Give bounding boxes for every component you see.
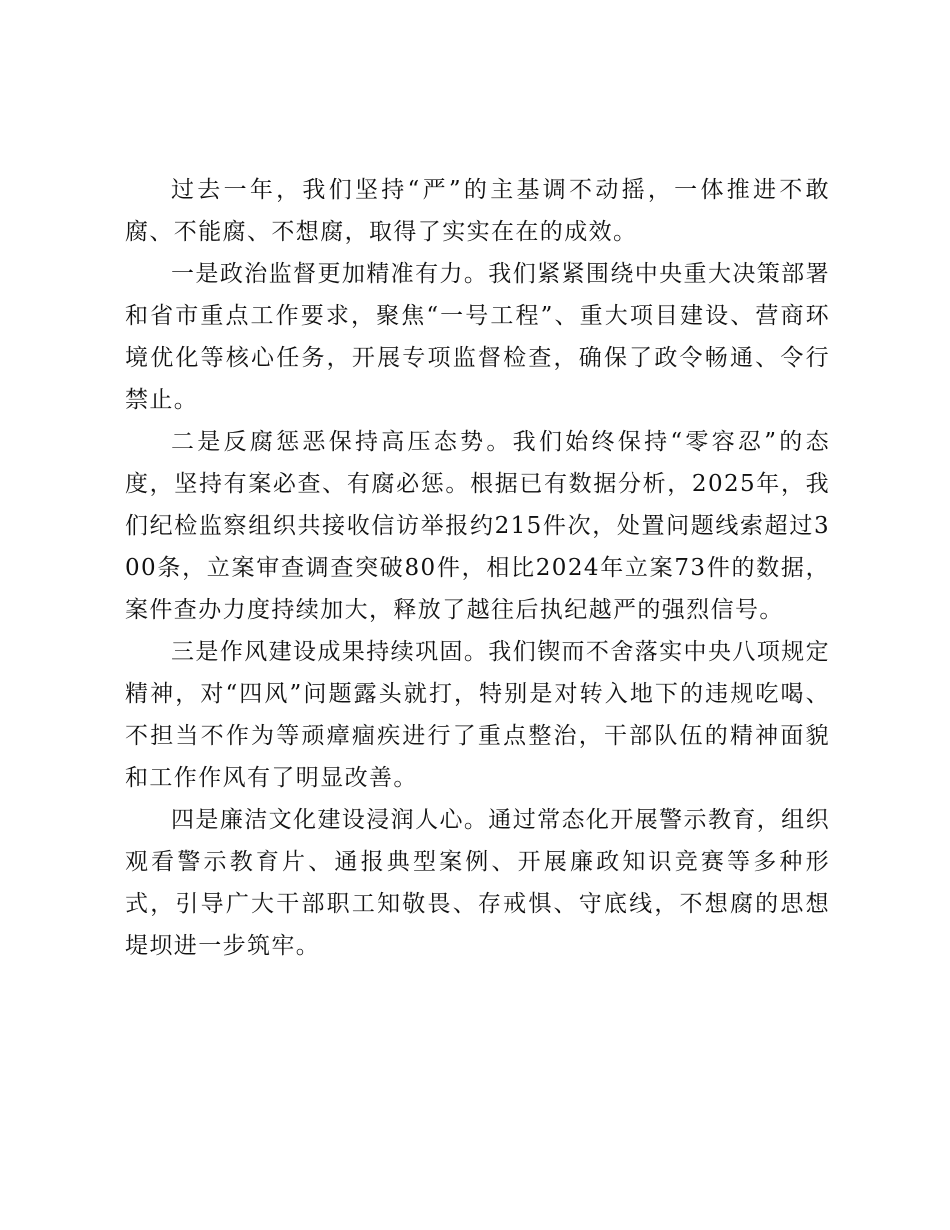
paragraph-integrity-culture: 四是廉洁文化建设浸润人心。通过常态化开展警示教育，组织观看警示教育片、通报典型案例、开展廉政知识竞赛等多种形式，引导广大干部职工知敬畏、存戒惧、守底线，不想腐的思想堤坝进一步筑牢。 bbox=[125, 807, 830, 959]
paragraph-work-style: 三是作风建设成果持续巩固。我们锲而不舍落实中央八项规定精神，对“四风”问题露头就打，特别是对转入地下的违规吃喝、不担当不作为等顽瘴痼疾进行了重点整治，干部队伍的精神面貌和工作作风有了明显改善。 bbox=[125, 639, 830, 791]
document-body bbox=[125, 169, 830, 967]
paragraph-political-supervision: 一是政治监督更加精准有力。我们紧紧围绕中央重大决策部署和省市重点工作要求，聚焦“一号工程”、重大项目建设、营商环境优化等核心任务，开展专项监督检查，确保了政令畅通、令行禁止。 bbox=[125, 261, 830, 413]
paragraph-anti-corruption: 二是反腐惩恶保持高压态势。我们始终保持“零容忍”的态度，坚持有案必查、有腐必惩。根据已有数据分析，2025年，我们纪检监察组织共接收信访举报约215件次，处置问题线索超过300条，立案审查调查突破80件，相比2024年立案73件的数据，案件查办力度持续加大，释放了越往后执纪越严的强烈信号。 bbox=[125, 429, 830, 623]
paragraph-intro: 过去一年，我们坚持“严”的主基调不动摇，一体推进不敢腐、不能腐、不想腐，取得了实实在在的成效。 bbox=[125, 177, 830, 245]
